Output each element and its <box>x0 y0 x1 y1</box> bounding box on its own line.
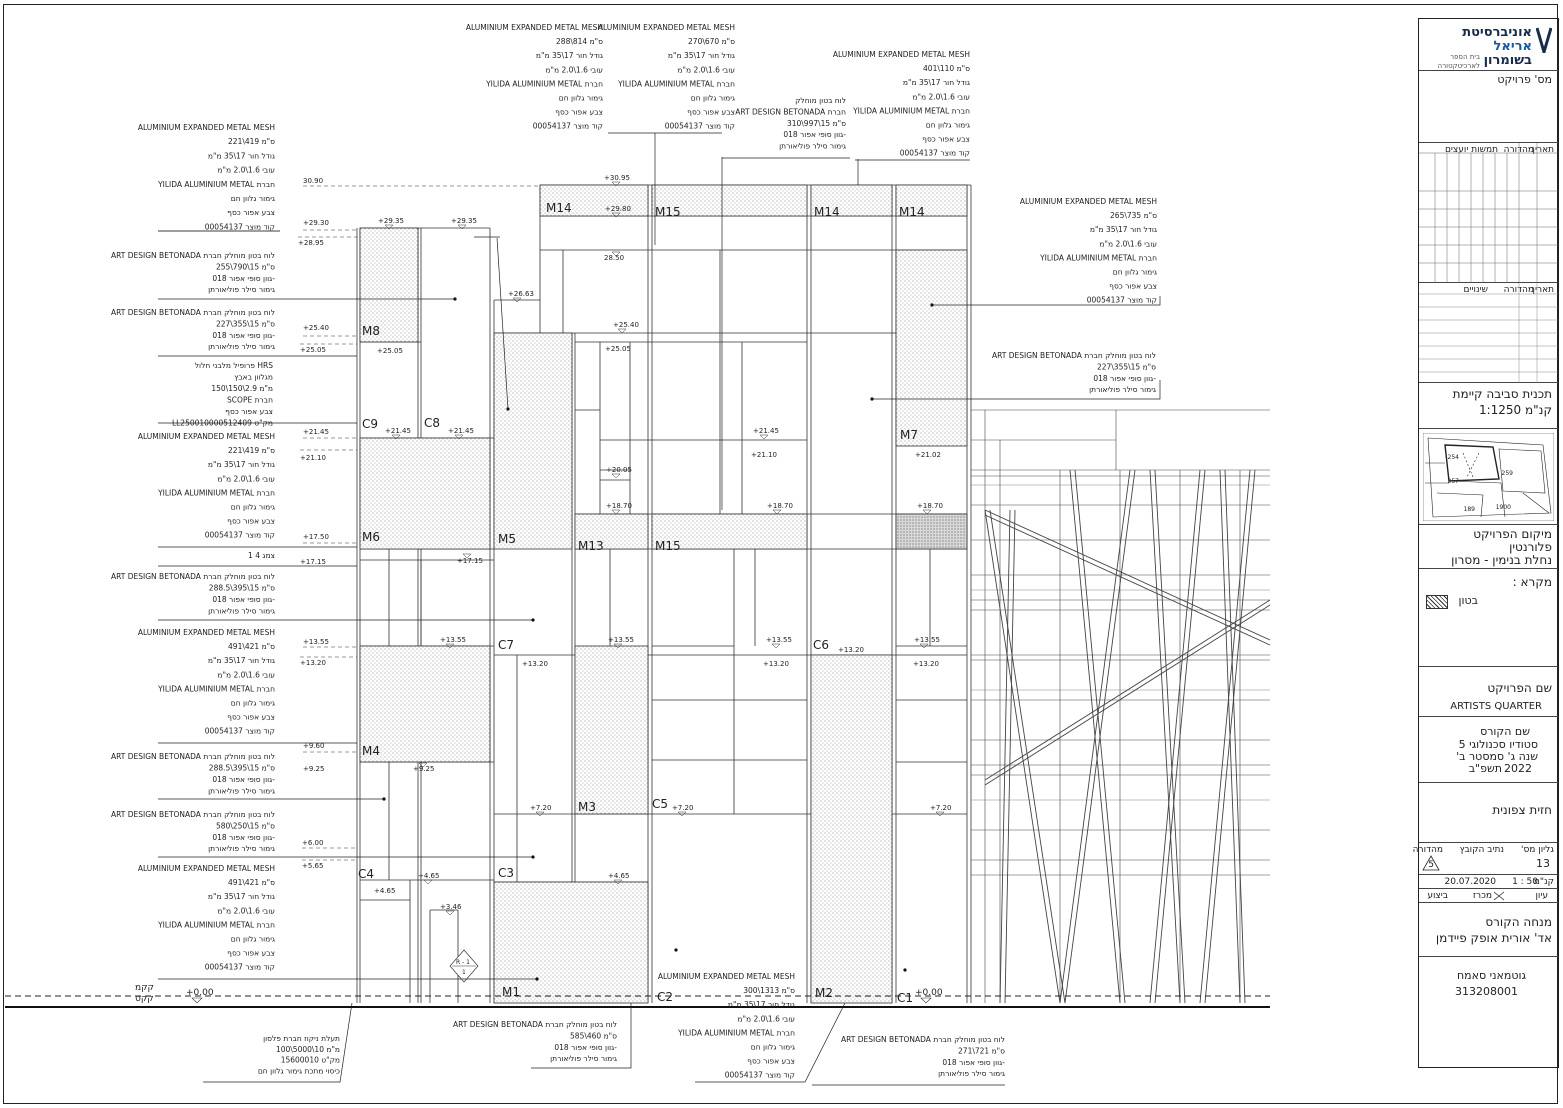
level-marker <box>385 427 411 439</box>
svg-text:+25.05: +25.05 <box>377 347 403 355</box>
svg-text:+13.55: +13.55 <box>303 638 329 646</box>
callout-line: 150\150\2.9 מ"מ <box>211 384 273 393</box>
site-plan-map <box>1419 429 1558 525</box>
callout-line: גימור סילר פוליאורתן <box>208 342 275 352</box>
svg-text:+21.45: +21.45 <box>753 427 779 435</box>
callout-line: צבע אפור כסף <box>747 1056 795 1066</box>
concrete-hatch-swatch <box>1426 595 1448 609</box>
level-label-kakaz: קקמ <box>135 983 154 993</box>
callout-line: גוון סופי אפור 018- <box>942 1057 1005 1067</box>
callout-line: 310\997\15 ס"מ <box>786 118 846 128</box>
callout-line: עובי 1.6\2.0 מ"מ <box>677 65 735 75</box>
callout-line: ART DESIGN BETONADA לוח בטון מוחלק חברת <box>453 1020 617 1029</box>
level-marker <box>303 742 357 752</box>
callout-line: צבע אפור כסף <box>227 948 275 958</box>
svg-text:+13.20: +13.20 <box>300 659 326 667</box>
level-marker <box>303 324 357 336</box>
callout-line: 00054137 קוד מוצר <box>899 148 970 158</box>
level-marker <box>300 657 357 667</box>
level-marker <box>913 660 939 668</box>
callout-c11 <box>138 864 275 972</box>
callout-c18 <box>992 351 1156 394</box>
callout-line: עובי 1.6\2.0 מ"מ <box>217 165 275 175</box>
svg-text:+9.25: +9.25 <box>303 765 325 773</box>
callout-line: ALUMINIUM EXPANDED METAL MESH <box>137 432 275 441</box>
callout-c03 <box>111 308 275 351</box>
svg-text:+21.45: +21.45 <box>448 427 474 435</box>
level-label-kakas: קקס <box>135 994 154 1004</box>
callout-line: עובי 1.6\2.0 מ"מ <box>217 670 275 680</box>
callout-line: עובי 1.6\2.0 מ"מ <box>217 906 275 916</box>
callout-line: עובי 1.6\2.0 מ"מ <box>737 1014 795 1024</box>
callout-line: גודל חור 17\35 מ"מ <box>207 460 275 470</box>
zone-label: M15 <box>655 539 681 553</box>
svg-text:+5.65: +5.65 <box>302 862 324 870</box>
callout-line: צבע אפור כסף <box>227 516 275 526</box>
callout-c05 <box>138 432 275 540</box>
callout-c09 <box>111 752 275 796</box>
level-marker <box>378 217 404 229</box>
callout-c20 <box>658 972 795 1080</box>
svg-text:259: 259 <box>1501 470 1513 477</box>
callout-line: 265\735 ס"מ <box>1110 211 1157 221</box>
level-marker <box>766 636 792 648</box>
svg-text:+25.40: +25.40 <box>613 321 639 329</box>
tutor-cell: מנחה הקורס אד' אורית אופק פיידמן <box>1419 903 1558 957</box>
callout-line: פרופיל מלבני חלול HRS <box>194 361 273 370</box>
callout-line: לוח בטון מוחלק <box>795 96 846 105</box>
course-cell: שם הקורס סטודיו סכנולוגי 5 שנה ג' סמסטר ב' תשפ"ב 2022 <box>1419 717 1558 783</box>
panel-m2 <box>811 655 892 1003</box>
zone-label: M2 <box>815 986 833 1000</box>
callout-line: 00054137 קוד מוצר <box>724 1070 795 1080</box>
svg-text:+26.63: +26.63 <box>508 290 534 298</box>
callout-line: גימור גלוון חם <box>1112 267 1157 277</box>
revision-table: תאריך מהדורה תמשות יועצים <box>1419 143 1558 283</box>
level-marker <box>522 660 548 668</box>
svg-text:28.50: 28.50 <box>604 254 625 262</box>
callout-line: גוון סופי אפור 018- <box>212 330 275 340</box>
level-marker <box>751 451 777 459</box>
level-marker <box>303 638 357 647</box>
svg-text:+17.15: +17.15 <box>457 557 483 565</box>
level-marker <box>457 554 483 565</box>
zone-label: C4 <box>358 867 375 881</box>
callout-line: 00054137 קוד מוצר <box>664 121 735 131</box>
level-marker <box>374 887 395 895</box>
svg-text:+13.55: +13.55 <box>608 636 634 644</box>
callout-line: ALUMINIUM EXPANDED METAL MESH <box>465 23 603 32</box>
callout-line: YILIDA ALUMINIUM METAL חברת <box>158 920 275 930</box>
zone-label: M8 <box>362 324 380 338</box>
callout-line: עובי 1.6\2.0 מ"מ <box>545 65 603 75</box>
callout-line: ALUMINIUM EXPANDED METAL MESH <box>597 23 735 32</box>
callout-line: 491\421 ס"מ <box>228 878 275 888</box>
zone-label: M6 <box>362 530 380 544</box>
callout-line: צבע אפור כסף <box>922 134 970 144</box>
callout-line: 221\419 ס"מ <box>228 137 275 147</box>
callout-c08 <box>138 628 275 736</box>
callout-line: גימור סילר פוליאורתן <box>550 1054 617 1064</box>
callout-c13 <box>466 23 603 131</box>
level-marker <box>298 237 357 247</box>
callout-c12 <box>258 1034 340 1075</box>
callout-line: YILIDA ALUMINIUM METAL חברת <box>158 179 275 189</box>
svg-text:+13.55: +13.55 <box>440 636 466 644</box>
callout-line: צבע אפור כסף <box>555 107 603 117</box>
svg-text:+18.70: +18.70 <box>767 502 793 510</box>
svg-text:+6.00: +6.00 <box>302 839 324 847</box>
callout-line: גודל חור 17\35 מ"מ <box>902 78 970 88</box>
callout-line: YILIDA ALUMINIUM METAL חברת <box>618 79 735 89</box>
svg-text:257: 257 <box>1447 478 1459 485</box>
sheet-title-cell: חזית צפונית <box>1419 783 1558 843</box>
callout-line: צבע אפור כסף <box>227 712 275 722</box>
callout-line: גודל חור 17\35 מ"מ <box>727 1000 795 1010</box>
level-marker <box>300 558 326 566</box>
callout-c06 <box>248 551 275 560</box>
level-marker <box>302 860 357 870</box>
svg-text:+0.00: +0.00 <box>915 988 943 998</box>
svg-text:+30.95: +30.95 <box>604 174 630 182</box>
svg-text:+21.10: +21.10 <box>300 454 326 462</box>
level-marker <box>377 347 403 355</box>
callout-line: ALUMINIUM EXPANDED METAL MESH <box>1019 197 1157 206</box>
callout-line: צבע אפור כסף <box>687 107 735 117</box>
callout-line: גודל חור 17\35 מ"מ <box>535 51 603 61</box>
callout-line: צבע אפור כסף <box>225 407 273 416</box>
svg-text:+13.20: +13.20 <box>763 660 789 668</box>
callout-line: גוון סופי אפור 018- <box>212 273 275 283</box>
zone-label: C7 <box>498 638 515 652</box>
zone-label: M4 <box>362 744 380 758</box>
detail-tag <box>450 950 478 982</box>
level-marker <box>753 427 779 439</box>
callout-line: גימור סילר פוליאורתן <box>938 1069 1005 1079</box>
project-number-cell: מס' פרויקט <box>1419 71 1558 143</box>
callout-line: 100\5000\10 מ"מ <box>275 1044 340 1054</box>
callout-line: 00054137 קוד מוצר <box>204 530 275 540</box>
callout-line: גימור גלוון חם <box>230 502 275 512</box>
callout-c17 <box>1020 197 1157 305</box>
leader-lines <box>158 133 1160 1085</box>
level-marker <box>917 502 943 514</box>
zone-label: M14 <box>814 205 840 219</box>
student-cell: גוטמאני סאמח 313208001 <box>1455 969 1526 998</box>
callout-line: צמג 4 1 <box>248 551 275 560</box>
zone-label: C1 <box>897 991 914 1005</box>
stage-cell: עיון מכרז ביצוע <box>1419 889 1558 903</box>
svg-text:R - 1: R - 1 <box>456 959 470 966</box>
callout-line: גימור סילר פוליאורתן <box>208 786 275 796</box>
level-marker <box>303 765 324 773</box>
level-marker <box>606 466 632 478</box>
svg-text:+4.65: +4.65 <box>608 872 630 880</box>
callout-line: גימור סילר פוליאורתן <box>779 141 846 151</box>
callout-line: 227\355\15 ס"מ <box>1096 362 1156 372</box>
svg-text:1: 1 <box>462 969 466 976</box>
callout-line: גוון סופי אפור 018- <box>212 775 275 784</box>
svg-text:+18.70: +18.70 <box>917 502 943 510</box>
project-name-cell: שם הפרויקט ARTISTS QUARTER <box>1419 667 1558 717</box>
location-cell: מיקום הפרויקט פלורנטין נחלת בנימין - מסרון <box>1419 525 1558 569</box>
svg-text:+21.02: +21.02 <box>915 451 941 459</box>
svg-text:+7.20: +7.20 <box>530 804 552 812</box>
svg-text:+21.10: +21.10 <box>751 451 777 459</box>
level-marker <box>767 502 793 514</box>
svg-text:+17.15: +17.15 <box>300 558 326 566</box>
svg-text:+18.70: +18.70 <box>606 502 632 510</box>
callout-line: 15600010 מק"ט <box>280 1055 340 1065</box>
zone-label: C2 <box>657 990 674 1004</box>
callout-line: 401\110 ס"מ <box>923 64 970 74</box>
zone-label: M7 <box>900 428 918 442</box>
zone-label: C8 <box>424 416 441 430</box>
svg-text:+28.95: +28.95 <box>298 239 324 247</box>
callout-line: גימור סילר פוליאורתן <box>1089 385 1156 395</box>
zone-label: M1 <box>502 985 520 999</box>
revision-grid <box>1419 143 1558 283</box>
svg-text:+29.35: +29.35 <box>378 217 404 225</box>
callout-line: ART DESIGN BETONADA לוח בטון מוחלק חברת <box>841 1035 1005 1044</box>
svg-text:+25.05: +25.05 <box>300 346 326 354</box>
callout-line: גוון סופי אפור 018- <box>554 1042 617 1052</box>
callout-line: 00054137 קוד מוצר <box>532 121 603 131</box>
callout-line: תעלת ניקוז חברת פלסון <box>263 1034 340 1043</box>
svg-text:+9.60: +9.60 <box>303 742 325 750</box>
callout-line: 00054137 קוד מוצר <box>204 222 275 232</box>
callout-line: ALUMINIUM EXPANDED METAL MESH <box>832 50 970 59</box>
level-marker <box>440 903 462 915</box>
callout-line: 00054137 קוד מוצר <box>204 726 275 736</box>
university-logo-icon <box>1536 27 1552 53</box>
callout-c19 <box>453 1020 617 1063</box>
callout-c01 <box>138 123 275 231</box>
callout-line: 00054137 קוד מוצר <box>204 962 275 972</box>
callout-line: 580\250\15 ס"מ <box>215 821 275 831</box>
level-marker <box>604 174 630 186</box>
callout-c21 <box>841 1035 1005 1078</box>
site-plan-heading: תכנית סביבה קיימת קנ"מ 1:1250 <box>1419 383 1558 429</box>
callout-line: ALUMINIUM EXPANDED METAL MESH <box>137 123 275 132</box>
svg-text:1900: 1900 <box>1495 504 1511 511</box>
callout-line: גימור גלוון חם <box>558 93 603 103</box>
callout-line: גודל חור 17\35 מ"מ <box>667 51 735 61</box>
callout-c10 <box>111 810 275 853</box>
callout-line: גימור סילר פוליאורתן <box>208 844 275 854</box>
zone-label: C9 <box>362 417 379 431</box>
svg-text:+7.20: +7.20 <box>930 804 952 812</box>
callout-c07 <box>111 572 275 616</box>
callout-line: ALUMINIUM EXPANDED METAL MESH <box>137 628 275 637</box>
zone-label: M14 <box>899 205 925 219</box>
level-marker <box>606 502 632 514</box>
callout-line: ART DESIGN BETONADA לוח בטון מוחלק חברת <box>111 752 275 761</box>
svg-text:+20.05: +20.05 <box>606 466 632 474</box>
callout-line: ALUMINIUM EXPANDED METAL MESH <box>657 972 795 981</box>
callout-line: גוון סופי אפור 018- <box>212 595 275 604</box>
callout-line: גימור סילר פוליאורתן <box>208 285 275 295</box>
callout-line: ART DESIGN BETONADA לוח בטון מוחלק חברת <box>111 251 275 260</box>
level-marker <box>915 988 943 1003</box>
callout-line: YILIDA ALUMINIUM METAL חברת <box>853 106 970 116</box>
changes-grid <box>1419 283 1558 383</box>
callout-line: YILIDA ALUMINIUM METAL חברת <box>1040 253 1157 263</box>
callout-line: YILIDA ALUMINIUM METAL חברת <box>158 684 275 694</box>
callout-line: ART DESIGN BETONADA לוח בטון מוחלק חברת <box>111 810 275 819</box>
university-logo: אוניברסיטת אריאל בשומרון בית הספר לארכיטקטורה <box>1419 19 1558 71</box>
callout-line: מגלוון באבץ <box>234 372 273 382</box>
svg-text:+13.20: +13.20 <box>913 660 939 668</box>
level-marker <box>300 450 357 462</box>
callout-line: גודל חור 17\35 מ"מ <box>207 892 275 902</box>
callout-line: ART DESIGN BETONADA לוח בטון מוחלק חברת <box>111 308 275 317</box>
adjacent-building <box>971 410 1270 1003</box>
callout-line: גודל חור 17\35 מ"מ <box>207 151 275 161</box>
level-marker <box>300 344 357 354</box>
callout-line: צבע אפור כסף <box>1109 281 1157 291</box>
level-marker <box>451 217 477 229</box>
stage-x-mark <box>1493 891 1505 901</box>
callout-line: ALUMINIUM EXPANDED METAL MESH <box>137 864 275 873</box>
svg-text:+25.05: +25.05 <box>605 345 631 353</box>
callout-line: YILIDA ALUMINIUM METAL חברת <box>678 1028 795 1038</box>
svg-text:+25.40: +25.40 <box>303 324 329 332</box>
callout-line: YILIDA ALUMINIUM METAL חברת <box>158 488 275 498</box>
panel-m3 <box>575 646 648 814</box>
svg-text:+13.20: +13.20 <box>838 646 864 654</box>
callout-line: גימור סילר פוליאורתן <box>208 606 275 616</box>
svg-text:+21.45: +21.45 <box>385 427 411 435</box>
svg-text:+4.65: +4.65 <box>418 872 440 880</box>
callout-line: 271\721 ס"מ <box>958 1046 1005 1056</box>
level-marker <box>186 988 214 1003</box>
callout-line: YILIDA ALUMINIUM METAL חברת <box>486 79 603 89</box>
svg-text:30.90: 30.90 <box>303 177 324 185</box>
callout-line: צבע אפור כסף <box>227 208 275 218</box>
zone-label: M3 <box>578 800 596 814</box>
callout-line: 300\1313 ס"מ <box>743 986 795 996</box>
level-marker <box>915 451 941 459</box>
callout-line: 288\814 ס"מ <box>556 37 603 47</box>
site-plan-map-image <box>1423 433 1554 521</box>
svg-text:+17.50: +17.50 <box>303 533 329 541</box>
callout-line: עובי 1.6\2.0 מ"מ <box>1099 239 1157 249</box>
callout-line: 288.5\395\15 ס"מ <box>208 583 275 593</box>
level-marker <box>604 252 624 262</box>
callout-line: ART DESIGN BETONADA לוח בטון מוחלק חברת <box>111 572 275 581</box>
zone-label: M5 <box>498 532 516 546</box>
callout-line: גימור גלוון חם <box>690 93 735 103</box>
callout-line: 270\670 ס"מ <box>688 37 735 47</box>
zone-label: C5 <box>652 797 669 811</box>
callout-line: גימור גלוון חם <box>230 934 275 944</box>
callout-line: LL250010000512409 מק"ט <box>171 418 273 428</box>
zone-label: M13 <box>578 539 604 553</box>
level-marker <box>605 345 631 353</box>
callout-line: 585\460 ס"מ <box>570 1031 617 1041</box>
svg-text:+13.55: +13.55 <box>766 636 792 644</box>
svg-text:254: 254 <box>1447 454 1459 461</box>
level-marker <box>303 177 540 186</box>
level-marker <box>303 219 357 230</box>
title-block <box>1412 18 1559 1068</box>
svg-text:+4.65: +4.65 <box>374 887 396 895</box>
zone-label: C3 <box>498 866 515 880</box>
svg-text:+29.30: +29.30 <box>303 219 329 227</box>
callout-line: גימור גלוון חם <box>925 120 970 130</box>
callout-line: עובי 1.6\2.0 מ"מ <box>217 474 275 484</box>
callout-c14 <box>598 23 735 131</box>
callout-line: SCOPE חברת <box>227 395 273 405</box>
callout-line: גימור גלוון חם <box>230 194 275 203</box>
svg-text:+9.25: +9.25 <box>413 765 435 773</box>
callout-line: 221\419 ס"מ <box>228 446 275 456</box>
changes-table: תאריך מהדורה שינויים <box>1419 283 1558 383</box>
callout-line: גוון סופי אפור 018- <box>212 832 275 842</box>
legend-cell: מקרא : בטון <box>1419 569 1558 667</box>
level-marker <box>302 839 357 848</box>
callout-line: עובי 1.6\2.0 מ"מ <box>912 92 970 102</box>
zone-label: M15 <box>655 205 681 219</box>
level-marker <box>303 428 357 438</box>
callout-line: גוון סופי אפור 018- <box>783 130 846 140</box>
level-marker <box>448 427 474 439</box>
panel-m7-band <box>896 514 967 549</box>
callout-line: 00054137 קוד מוצר <box>1086 295 1157 305</box>
svg-text:189: 189 <box>1463 506 1475 513</box>
callout-line: גימור גלוון חם <box>230 698 275 708</box>
svg-text:+0.00: +0.00 <box>186 988 214 998</box>
svg-text:+29.35: +29.35 <box>451 217 477 225</box>
callout-line: גודל חור 17\35 מ"מ <box>207 656 275 666</box>
zone-label: C6 <box>813 638 830 652</box>
callout-c15 <box>735 96 846 151</box>
callout-line: כיסוי מתכת גימור גלוון חם <box>257 1066 340 1076</box>
level-marker <box>413 763 434 773</box>
callout-c16 <box>833 50 970 158</box>
callout-line: 491\421 ס"מ <box>228 642 275 652</box>
date-scale-cell: קנ"מ 1 : 50 20.07.2020 <box>1419 875 1558 889</box>
callout-c02 <box>111 251 275 294</box>
callout-line: גימור גלוון חם <box>750 1042 795 1052</box>
svg-text:+13.20: +13.20 <box>522 660 548 668</box>
svg-text:+21.45: +21.45 <box>303 428 329 436</box>
level-marker <box>763 660 789 668</box>
callout-line: ART DESIGN BETONADA חברת <box>735 107 846 117</box>
level-marker <box>303 533 357 543</box>
panel-m5 <box>494 333 572 549</box>
svg-text:+3.46: +3.46 <box>440 903 462 911</box>
svg-text:+7.20: +7.20 <box>672 804 694 812</box>
callout-line: גוון סופי אפור 018- <box>1093 373 1156 383</box>
callout-line: ART DESIGN BETONADA לוח בטון מוחלק חברת <box>992 351 1156 360</box>
level-marker <box>838 646 864 654</box>
level-marker <box>613 321 639 333</box>
svg-text:+29.80: +29.80 <box>605 205 631 213</box>
callout-line: 255\790\15 ס"מ <box>215 262 275 272</box>
sheet-number-cell: גליון מס' נתיב הקובץ מהדורה 13 5 <box>1419 843 1558 875</box>
callout-line: 227\355\15 ס"מ <box>215 319 275 329</box>
callout-c04 <box>172 361 273 428</box>
panel-m7 <box>896 250 967 446</box>
callout-line: 288.5\395\15 ס"מ <box>208 763 275 773</box>
svg-text:+13.55: +13.55 <box>914 636 940 644</box>
zone-label: M14 <box>546 201 572 215</box>
callout-line: גודל חור 17\35 מ"מ <box>1089 225 1157 235</box>
